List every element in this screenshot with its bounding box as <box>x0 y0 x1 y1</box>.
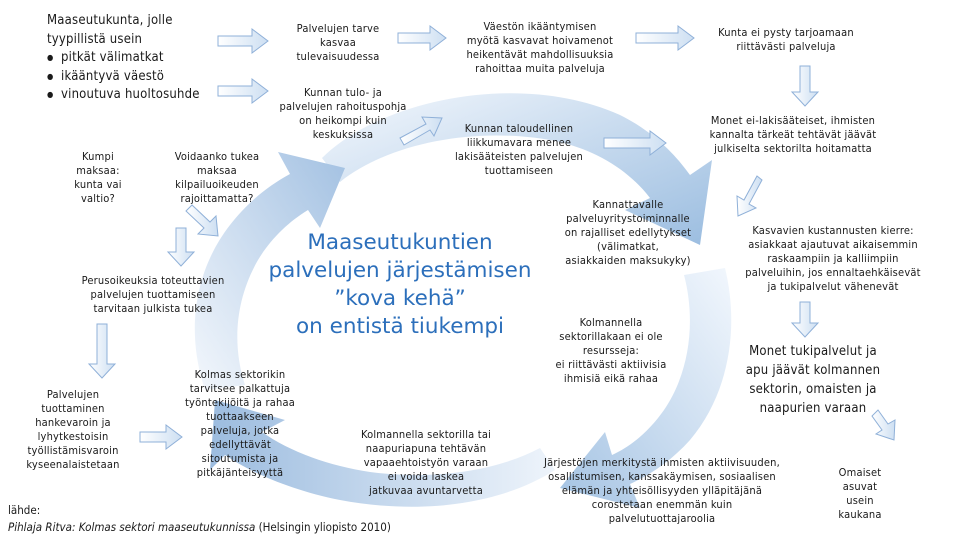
arrow-left-to-kumpi <box>186 205 218 236</box>
title-line-2: palvelujen järjestämisen <box>268 258 532 283</box>
node-palvelujen-tarve: Palvelujen tarve kasvaa tulevaisuudessa <box>296 22 380 63</box>
node-kolmas-sektori: Kolmas sektorikin tarvitsee palkattuja työntekijöitä ja rahaa tuottaakseen palveluja, jotka edellyttävät sitoutumista ja pitkäjänteisyyttä <box>184 368 296 479</box>
source-publisher: (Helsingin yliopisto 2010) <box>255 520 391 534</box>
source-work: Kolmas sektori maaseutukunnissa <box>78 520 256 534</box>
intro-text <box>47 12 200 105</box>
node-ei-lakisaateiset: Monet ei-lakisääteiset, ihmisten kannalta tärkeät tehtävät jäävät julkiselta sektorilta hoitamatta <box>709 114 877 155</box>
source-author: Pihlaja Ritva: <box>8 520 79 534</box>
diagram-title <box>258 229 542 341</box>
node-kolmannella-resurssit: Kolmannella sektorillakaan ei ole resursseja: ei riittävästi aktiivisia ihmisiä eikä rahaa <box>555 316 667 385</box>
intro-bullet: ● vinoutuva huoltosuhde <box>47 86 200 105</box>
node-naapuriapu: Kolmannella sektorilla tai naapuriapuna tehtävän vapaaehtoistyön varaan ei voida laskea jatkuvaa avuntarvetta <box>360 428 492 497</box>
arrow-need-to-aging <box>398 26 446 50</box>
arrow-public-support-down <box>89 324 115 378</box>
node-voidaanko: Voidaanko tukea maksaa kilpailuoikeuden rajoittamatta? <box>174 150 260 205</box>
node-palvelujen-tuottaminen: Palvelujen tuottaminen hankevaroin ja lyhytkestoisin työllistämisvaroin kyseenalaistetaan <box>26 388 120 471</box>
intro-heading-line-1: Maaseutukunta, jolle <box>47 13 173 28</box>
arrow-nonstatutory-to-spiral <box>737 176 762 216</box>
title-line-3: ”kova kehä” <box>334 286 466 311</box>
source-citation <box>8 502 391 536</box>
node-taloudellinen: Kunnan taloudellinen liikkumavara menee lakisääteisten palvelujen tuottamiseen <box>454 122 584 177</box>
arrow-intro-to-funding <box>218 79 268 103</box>
title-line-1: Maaseutukuntien <box>307 230 493 255</box>
arrow-intro-to-need <box>218 29 268 53</box>
arrow-spiral-to-support <box>792 302 818 337</box>
node-kierre: Kasvavien kustannusten kierre: asiakkaat ajautuvat aikaisemmin raskaampiin ja kalliimpiin palveluihin, jos ennaltaehkäisevät ja tukipalvelut vähenevät <box>745 224 921 293</box>
arrow-cannot-down <box>792 66 818 106</box>
arrow-voidaanko-down <box>168 228 194 266</box>
source-reference <box>8 519 391 536</box>
node-omaiset: Omaiset asuvat usein kaukana <box>838 466 882 521</box>
intro-bullet: ● pitkät välimatkat <box>47 49 200 68</box>
node-kannattavalle: Kannattavalle palveluyritystoiminnalle on rajalliset edellytykset (välimatkat, asiakkaiden maksukyky) <box>564 198 692 267</box>
source-label: lähde: <box>8 503 41 517</box>
node-jarjestojen: Järjestöjen merkitystä ihmisten aktiivisuuden, osallistumisen, kanssakäymisen, sosiaalisen elämän ja yhteisöllisyyden ylläpitäjänä corostetaan enemmän kuin palvelutuottajaroolia <box>544 456 780 525</box>
node-tukipalvelut: Monet tukipalvelut ja apu jäävät kolmannen sektorin, omaisten ja naapurien varaan <box>745 344 881 416</box>
node-tulopohja: Kunnan tulo- ja palvelujen rahoituspohja on heikompi kuin keskuksissa <box>279 86 407 141</box>
title-line-4: on entistä tiukempi <box>295 314 505 339</box>
intro-bullet: ● ikääntyvä väestö <box>47 68 200 87</box>
intro-heading-line-2: tyypillistä usein <box>47 31 143 47</box>
node-kunta-ei-pysty: Kunta ei pysty tarjoamaan riittävästi palveluja <box>718 26 854 53</box>
node-kumpi-maksaa: Kumpi maksaa: kunta vai valtio? <box>74 150 122 205</box>
node-vaeston-ikaantyminen: Väestön ikääntymisen myötä kasvavat hoivamenot heikentävät mahdollisuuksia rahoittaa muita palveluja <box>466 20 614 75</box>
arrow-aging-to-cannot <box>636 26 694 50</box>
node-perusoikeuksia: Perusoikeuksia toteuttavien palvelujen tuottamiseen tarvitaan julkista tukea <box>81 274 225 315</box>
intro-bullet-list <box>47 49 200 105</box>
